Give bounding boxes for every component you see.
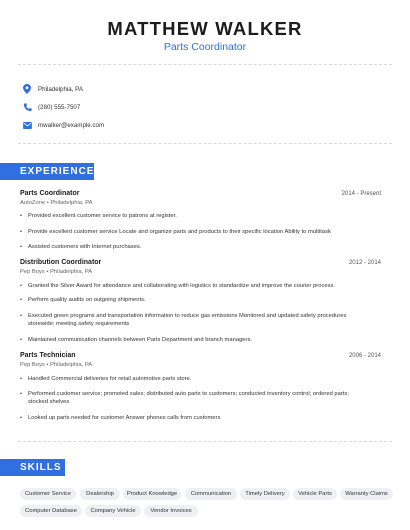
phone-text: (280) 555-7507: [38, 103, 81, 111]
contact-location: [22, 83, 83, 95]
contact-phone: [22, 101, 80, 113]
job-title: Parts Technician: [20, 352, 76, 359]
job-bullet: • Performed customer service; promoted sales; distributed auto parts to customers; conducted inventory control; ordered parts; stocked shelves: [20, 391, 349, 405]
skill-chip: Timely Delivery: [240, 488, 290, 500]
job-bullet: • Looked up parts needed for customer Answer phones calls from customers: [20, 415, 221, 421]
skill-chip: Communication: [185, 488, 237, 500]
job-bullet: • Granted the Silver Award for attendance and collaborating with logistics to standardize and improve the courier process.: [20, 283, 335, 289]
job-bullet: • Assisted customers with Internet purchases.: [20, 244, 142, 250]
job-title: Parts Coordinator: [20, 190, 80, 197]
phone-icon: [22, 102, 32, 112]
divider: [18, 441, 392, 442]
divider: [18, 143, 392, 144]
location-pin-icon: [22, 84, 32, 94]
job-dates: 2012 - 2014: [348, 260, 381, 266]
skill-chip: Computer Database: [20, 505, 82, 517]
email-text: mwalker@example.com: [38, 121, 105, 129]
skill-chip: Warranty Claims: [340, 488, 393, 500]
skill-chip: Company Vehicle: [85, 505, 141, 517]
job-bullet: • Executed green programs and transportation information to reduce gas emissions Monitored and updated safety procedures storewide; meeting safety requirements: [20, 313, 347, 327]
job-company: Pep Boys • Philadelphia, PA: [20, 269, 93, 275]
job-dates: 2014 - Present: [341, 191, 381, 197]
job-company: AutoZone • Philadelphia, PA: [20, 200, 93, 206]
skill-chip: Customer Service: [20, 488, 76, 500]
job-bullet: • Provide excellent customer service Locate and organize parts and products to their specific location Ability to multitask: [20, 229, 331, 235]
job-company: Pep Boys • Philadelphia, PA: [20, 362, 93, 368]
job-bullet: • Provided excellent customer service to patrons at register.: [20, 213, 177, 219]
candidate-role: Parts Coordinator: [163, 41, 247, 53]
job-bullet: • Perform quality audits on outgoing shipments.: [20, 297, 146, 303]
location-text: Philadelphia, PA: [38, 85, 83, 93]
section-header-experience: EXPERIENCE: [0, 163, 94, 180]
skill-chip: Vehicle Parts: [293, 488, 337, 500]
section-header-skills: SKILLS: [0, 459, 65, 476]
job-dates: 2006 - 2014: [348, 353, 381, 359]
email-icon: [22, 120, 32, 130]
job-bullet: • Handled Commercial deliveries for retail automotive parts store.: [20, 376, 192, 382]
contact-email: [22, 119, 104, 131]
divider: [18, 64, 392, 65]
skill-chip: Vendor Invoices: [144, 505, 198, 517]
skill-chip: Dealership: [80, 488, 120, 500]
skill-chip: Product Knowledge: [123, 488, 181, 500]
candidate-name: MATTHEW WALKER: [107, 18, 303, 39]
job-title: Distribution Coordinator: [20, 259, 102, 266]
job-bullet: • Maintained communication channels between Parts Department and branch managers.: [20, 337, 252, 343]
